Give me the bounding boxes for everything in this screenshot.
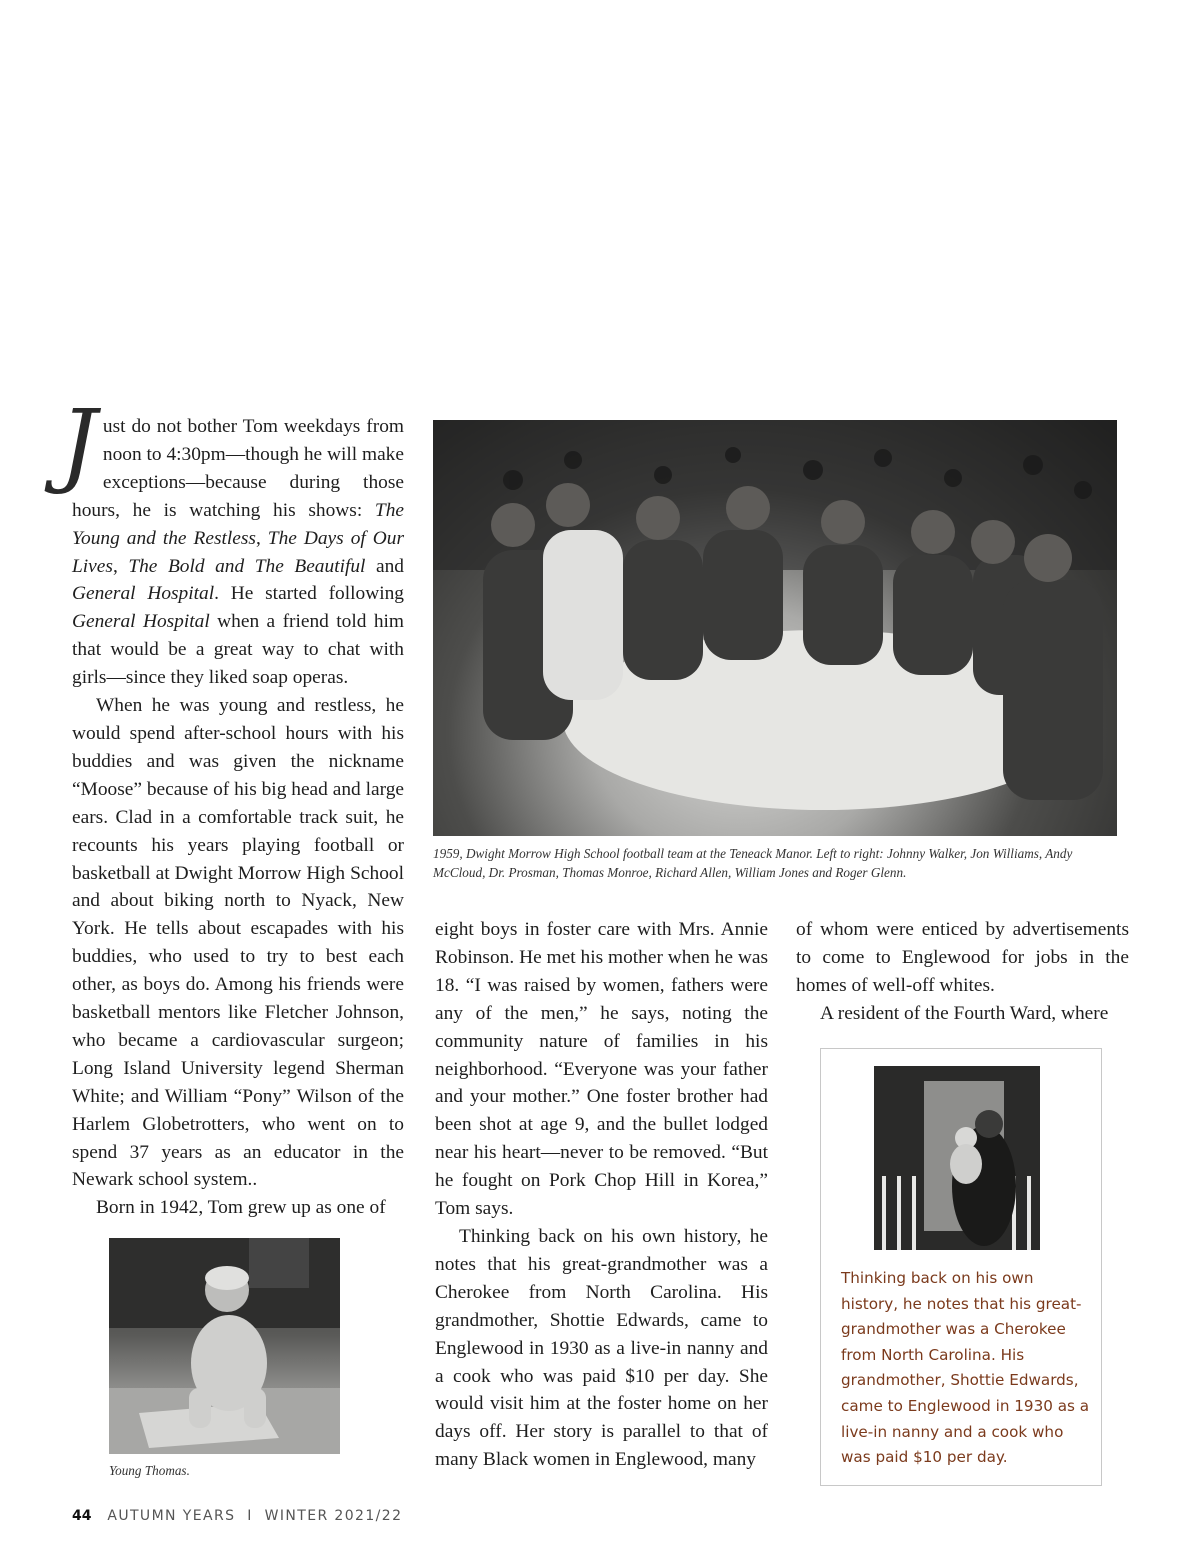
drop-cap: J bbox=[60, 390, 97, 497]
article-paragraph: A resident of the Fourth Ward, where bbox=[820, 1002, 1109, 1024]
article-column-3 bbox=[796, 916, 1129, 1028]
article-column-2 bbox=[435, 916, 768, 1474]
article-paragraph: of whom were enticed by advertisements to come to Englewood for jobs in the homes of well-off whites. bbox=[796, 919, 1129, 996]
show-title: The Young and the Restless bbox=[72, 499, 404, 549]
article-text-run: when a friend told him that would be a great way to chat with girls—since they liked soap operas. bbox=[72, 611, 404, 689]
main-photo-caption: 1959, Dwight Morrow High School football team at the Teneack Manor. Left to right: Johnny Walker, Jon Williams, Andy McCloud, Dr. Prosman, Thomas Monroe, Richard Allen, William Jones and Roger Glenn. bbox=[433, 846, 1073, 880]
article-text-run: , bbox=[255, 527, 268, 549]
article-text-run: . He started following bbox=[214, 583, 405, 605]
baby-photo-caption: Young Thomas. bbox=[109, 1463, 190, 1478]
issue-label: WINTER 2021/22 bbox=[264, 1508, 403, 1524]
article-paragraph: eight boys in foster care with Mrs. Annie Robinson. He met his mother when he was 18. “I was raised by women, fathers were any of the men,” he says, noting the community nature of families in his neighborhood. “Everyone was your father and your mother.” One foster brother had been shot at age 9, and the bullet lodged near his heart—never to be removed. “But he fought on Pork Chop Hill in Korea,” Tom says. bbox=[435, 919, 768, 1220]
article-text-run: , bbox=[112, 555, 129, 577]
page-footer bbox=[72, 1508, 402, 1524]
article-column-1 bbox=[60, 390, 405, 1222]
article-paragraph: Born in 1942, Tom grew up as one of bbox=[96, 1197, 386, 1219]
show-title: The Bold and The Beautiful bbox=[128, 555, 366, 577]
show-title: General Hospital bbox=[72, 583, 215, 605]
footer-separator: I bbox=[247, 1508, 253, 1524]
show-title: General Hospital bbox=[72, 611, 210, 633]
pull-quote-text: Thinking back on his own history, he notes that his great-grandmother was a Cherokee from North Carolina. His grandmother, Shottie Edwards, came to Englewood in 1930 as a live-in nanny and a cook who was paid $10 per day. bbox=[841, 1269, 1090, 1467]
publication-name: AUTUMN YEARS bbox=[107, 1508, 236, 1524]
grandmother-photo bbox=[874, 1066, 1040, 1250]
article-paragraph bbox=[60, 390, 405, 692]
article-paragraph: When he was young and restless, he would spend after-school hours with his buddies and was given the nickname “Moose” because of his big head and large ears. Clad in a comfortable track suit, he recounts his years playing football or basketball at Dwight Morrow High School and about biking north to Nyack, New York. He tells about escapades with his buddies, who used to try to best each other, as boys do. Among his friends were basketball mentors like Fletcher Johnson, who became a cardiovascular surgeon; Long Island University legend Sherman White; and William “Pony” Wilson of the Harlem Globetrotters, who went on to spend 37 years as an educator in the Newark school system.. bbox=[72, 695, 404, 1191]
show-title: The Days of Our Lives bbox=[72, 527, 404, 577]
article-text-run: ust do not bother Tom weekdays from noon to 4:30pm—though he will make exceptions—because during those hours, he is watching his shows: bbox=[72, 416, 404, 521]
article-paragraph: Thinking back on his own history, he notes that his great-grandmother was a Cherokee from North Carolina. His grandmother, Shottie Edwards, came to Englewood in 1930 as a live-in nanny and a cook who was paid $10 per day. She would visit him at the foster home on her days off. Her story is parallel to that of many Black women in Englewood, many bbox=[435, 1225, 768, 1471]
football-team-photo bbox=[433, 420, 1117, 836]
young-thomas-photo bbox=[109, 1238, 340, 1454]
page-number: 44 bbox=[72, 1508, 92, 1524]
article-text-run: and bbox=[365, 555, 404, 577]
